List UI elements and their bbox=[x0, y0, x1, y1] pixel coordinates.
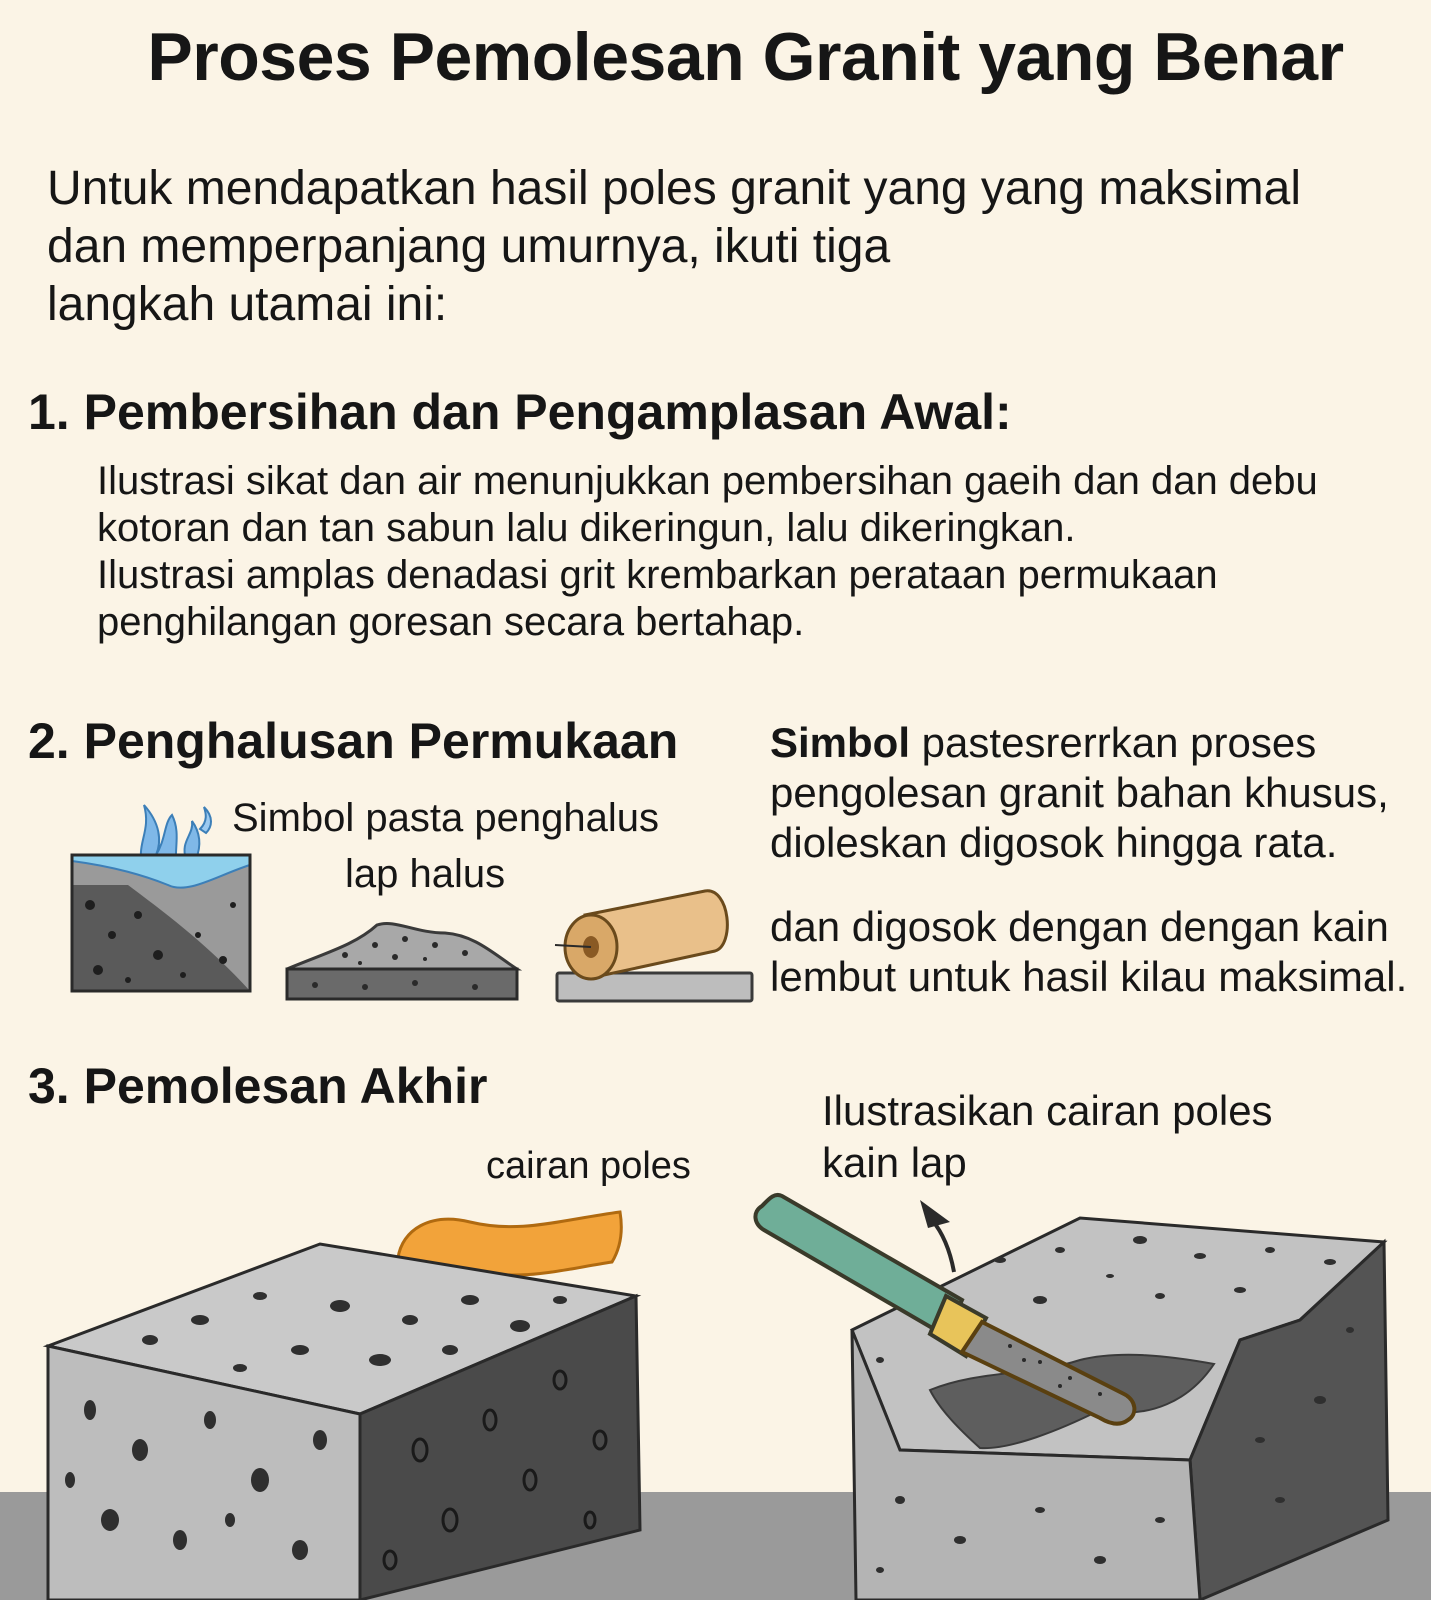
intro-line: dan memperpanjang umurnya, ikuti tiga bbox=[47, 220, 891, 273]
step2-caption-2: lap halus bbox=[345, 852, 506, 896]
step2-right-line-2: pengolesan granit bahan khusus, bbox=[770, 769, 1389, 816]
step3-right-line-2: kain lap bbox=[822, 1139, 967, 1186]
step1-heading: 1. Pembersihan dan Pengamplasan Awal: bbox=[28, 384, 1012, 440]
step2-right-line-4: dan digosok dengan dengan kain bbox=[770, 903, 1389, 950]
step2-right-text bbox=[770, 718, 1420, 1002]
step2-heading: 2. Penghalusan Permukaan bbox=[28, 713, 679, 769]
step2-right-line-1 bbox=[770, 718, 1420, 768]
step3-right-line-1: Ilustrasikan cairan poles bbox=[822, 1087, 1273, 1134]
intro-line: Untuk mendapatkan hasil poles granit yang yang maksimal bbox=[47, 162, 1302, 215]
step3-heading: 3. Pemolesan Akhir bbox=[28, 1058, 488, 1114]
granite-block-left-icon bbox=[48, 1244, 640, 1600]
step2-right-rest: pastesrerrkan proses bbox=[910, 719, 1317, 766]
step2-right-line-5: lembut untuk hasil kilau maksimal. bbox=[770, 953, 1408, 1000]
label-cairan-poles: cairan poles bbox=[486, 1145, 691, 1187]
page-title: Proses Pemolesan Granit yang Benar bbox=[147, 19, 1344, 95]
intro-text bbox=[47, 160, 1417, 334]
step1-line: penghilangan goresan secara bertahap. bbox=[97, 600, 805, 644]
arrow-up-icon bbox=[920, 1200, 954, 1272]
spacer bbox=[770, 868, 1420, 902]
intro-line: langkah utamai ini: bbox=[47, 278, 448, 331]
step2-caption-1: Simbol pasta penghalus bbox=[232, 796, 659, 840]
step1-line: kotoran dan tan sabun lalu dikeringun, lalu dikeringkan. bbox=[97, 506, 1076, 550]
granite-water-flame-icon bbox=[68, 795, 258, 1000]
paste-mound-icon bbox=[285, 915, 520, 1005]
step3-illustrations bbox=[0, 1195, 1431, 1600]
simbol-bold: Simbol bbox=[770, 719, 911, 766]
step2-right-line-3: dioleskan digosok hingga rata. bbox=[770, 819, 1338, 866]
step1-body bbox=[97, 458, 1417, 646]
cloth-roll-icon bbox=[555, 885, 755, 1005]
step1-line: Ilustrasi sikat dan air menunjukkan pembersihan gaeih dan dan debu bbox=[97, 459, 1318, 503]
step1-line: Ilustrasi amplas denadasi grit krembarkan perataan permukaan bbox=[97, 553, 1218, 597]
